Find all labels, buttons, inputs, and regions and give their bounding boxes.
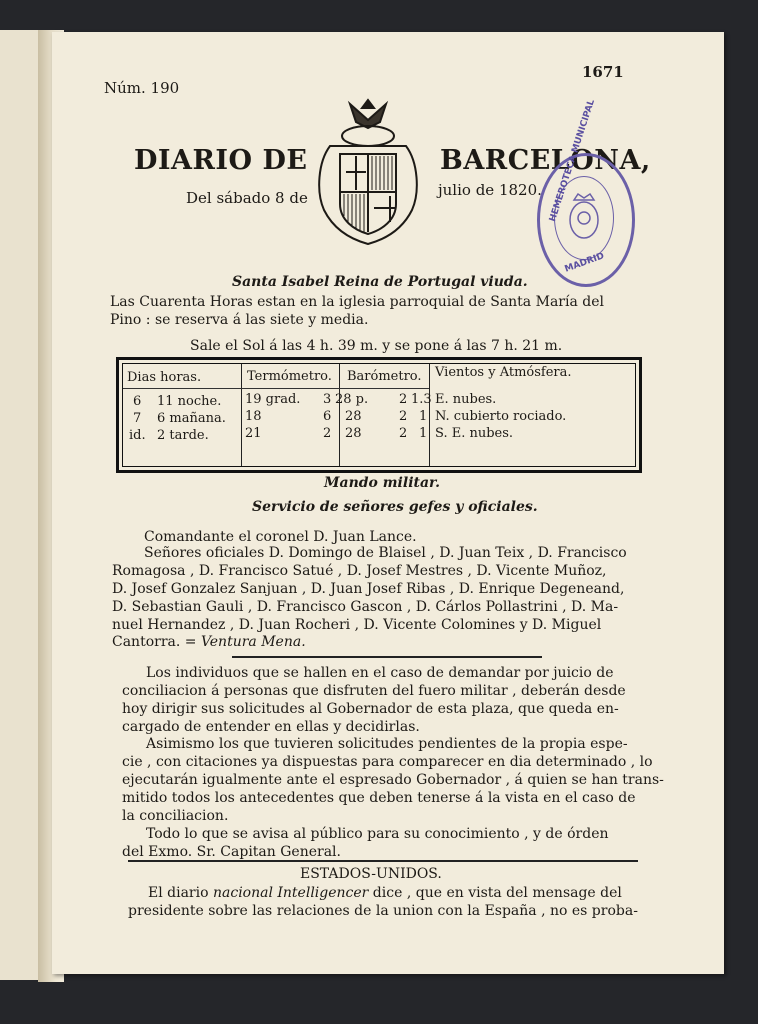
issue-number: Núm. 190 xyxy=(104,79,180,97)
forty-hours-line-2: Pino : se reserva á las siete y media. xyxy=(110,312,369,328)
military-line-1: Comandante el coronel D. Juan Lance. xyxy=(144,529,417,545)
header-barometer: Barómetro. xyxy=(347,369,422,384)
notice-line-6: cie , con citaciones ya dispuestas para comparecer en dia determinado , lo xyxy=(122,754,653,770)
divider-2 xyxy=(128,860,638,862)
row1-baro-frac: 1.3 xyxy=(411,392,432,407)
row3-temp: 21 xyxy=(245,426,262,441)
row1-temp: 19 grad. xyxy=(245,392,301,407)
row2-temp-frac: 6 xyxy=(323,409,332,424)
usa-line-1: El diario nacional Intelligencer dice , que en vista del mensage del xyxy=(148,885,622,901)
military-line-2: Señores oficiales D. Domingo de Blaisel , D. Juan Teix , D. Francisco xyxy=(144,545,627,561)
masthead-left: DIARIO DE xyxy=(134,145,308,176)
row2-wind: N. cubierto rociado. xyxy=(435,409,567,424)
row3-baro-frac: 1 xyxy=(419,426,428,441)
sun-times: Sale el Sol á las 4 h. 39 m. y se pone á las 7 h. 21 m. xyxy=(190,338,563,354)
divider-1 xyxy=(232,656,542,658)
library-stamp xyxy=(537,98,635,287)
military-line-5: D. Sebastian Gauli , D. Francisco Gascon , D. Cárlos Pollastrini , D. Ma- xyxy=(112,599,619,615)
military-line-3: Romagosa , D. Francisco Satué , D. Josef Mestres , D. Vicente Muñoz, xyxy=(112,563,607,579)
row3-hour: 2 tarde. xyxy=(157,428,209,443)
row3-day: id. xyxy=(129,428,146,443)
military-subheading: Servicio de señores gefes y oficiales. xyxy=(252,499,538,515)
coat-of-arms-icon xyxy=(310,92,426,248)
saint-of-day: Santa Isabel Reina de Portugal viuda. xyxy=(232,274,528,290)
military-line-6: nuel Hernandez , D. Juan Rocheri , D. Vicente Colomines y D. Miguel xyxy=(112,617,602,633)
forty-hours-line-1: Las Cuarenta Horas estan en la iglesia parroquial de Santa María del xyxy=(110,294,604,310)
row1-baro: 28 p. xyxy=(335,392,369,407)
masthead-right: BARCELONA, xyxy=(440,145,651,176)
header-days-hours: Dias horas. xyxy=(127,370,202,385)
notice-line-3: hoy dirigir sus solicitudes al Gobernador de esta plaza, que queda en- xyxy=(122,701,619,717)
usa-line-2: presidente sobre las relaciones de la union con la España , no es proba- xyxy=(128,903,638,919)
row1-day: 6 xyxy=(133,394,142,409)
notice-line-2: conciliacion á personas que disfruten del fuero militar , deberán desde xyxy=(122,683,626,699)
row1-temp-frac: 3 xyxy=(323,392,332,407)
stamp-crown-icon xyxy=(564,190,604,244)
notice-line-9: la conciliacion. xyxy=(122,808,229,824)
notice-line-7: ejecutarán igualmente ante el espresado Gobernador , á quien se han trans- xyxy=(122,772,664,788)
row3-wind: S. E. nubes. xyxy=(435,426,514,441)
row2-hour: 6 mañana. xyxy=(157,411,226,426)
row2-temp: 18 xyxy=(245,409,262,424)
notice-line-11: del Exmo. Sr. Capitan General. xyxy=(122,844,341,860)
row3-temp-frac: 2 xyxy=(323,426,332,441)
usa-heading: ESTADOS-UNIDOS. xyxy=(300,866,442,882)
row2-day: 7 xyxy=(133,411,142,426)
row1-hour: 11 noche. xyxy=(157,394,222,409)
row1-baro-lines: 2 xyxy=(399,392,408,407)
row1-wind: E. nubes. xyxy=(435,392,497,407)
row2-baro-frac: 1 xyxy=(419,409,428,424)
date-right: julio de 1820. xyxy=(438,181,542,199)
notice-line-8: mitido todos los antecedentes que deben tenerse á la vista en el caso de xyxy=(122,790,636,806)
header-winds: Vientos y Atmósfera. xyxy=(435,365,572,380)
notice-line-4: cargado de entender en ellas y decidirlas. xyxy=(122,719,420,735)
row3-baro: 28 xyxy=(345,426,362,441)
weather-table xyxy=(116,357,642,473)
header-thermometer: Termómetro. xyxy=(247,369,332,384)
military-signature: = Ventura Mena. xyxy=(184,634,306,650)
row2-baro: 28 xyxy=(345,409,362,424)
row3-baro-lines: 2 xyxy=(399,426,408,441)
notice-line-1: Los individuos que se hallen en el caso de demandar por juicio de xyxy=(146,665,614,681)
newspaper-page xyxy=(52,32,724,974)
notice-line-10: Todo lo que se avisa al público para su conocimiento , y de órden xyxy=(146,826,609,842)
notice-line-5: Asimismo los que tuvieren solicitudes pendientes de la propia espe- xyxy=(146,736,628,752)
page-number: 1671 xyxy=(582,63,624,81)
military-heading: Mando militar. xyxy=(324,475,441,491)
military-last-line: Cantorra. = Ventura Mena. xyxy=(112,634,306,650)
stamp-bottom-text: MADRID xyxy=(563,251,606,275)
stamp-top-text: HEMEROTECA MUNICIPAL xyxy=(548,98,598,224)
row2-baro-lines: 2 xyxy=(399,409,408,424)
date-left: Del sábado 8 de xyxy=(186,189,308,207)
military-line-4: D. Josef Gonzalez Sanjuan , D. Juan Josef Ribas , D. Enrique Degeneand, xyxy=(112,581,625,597)
